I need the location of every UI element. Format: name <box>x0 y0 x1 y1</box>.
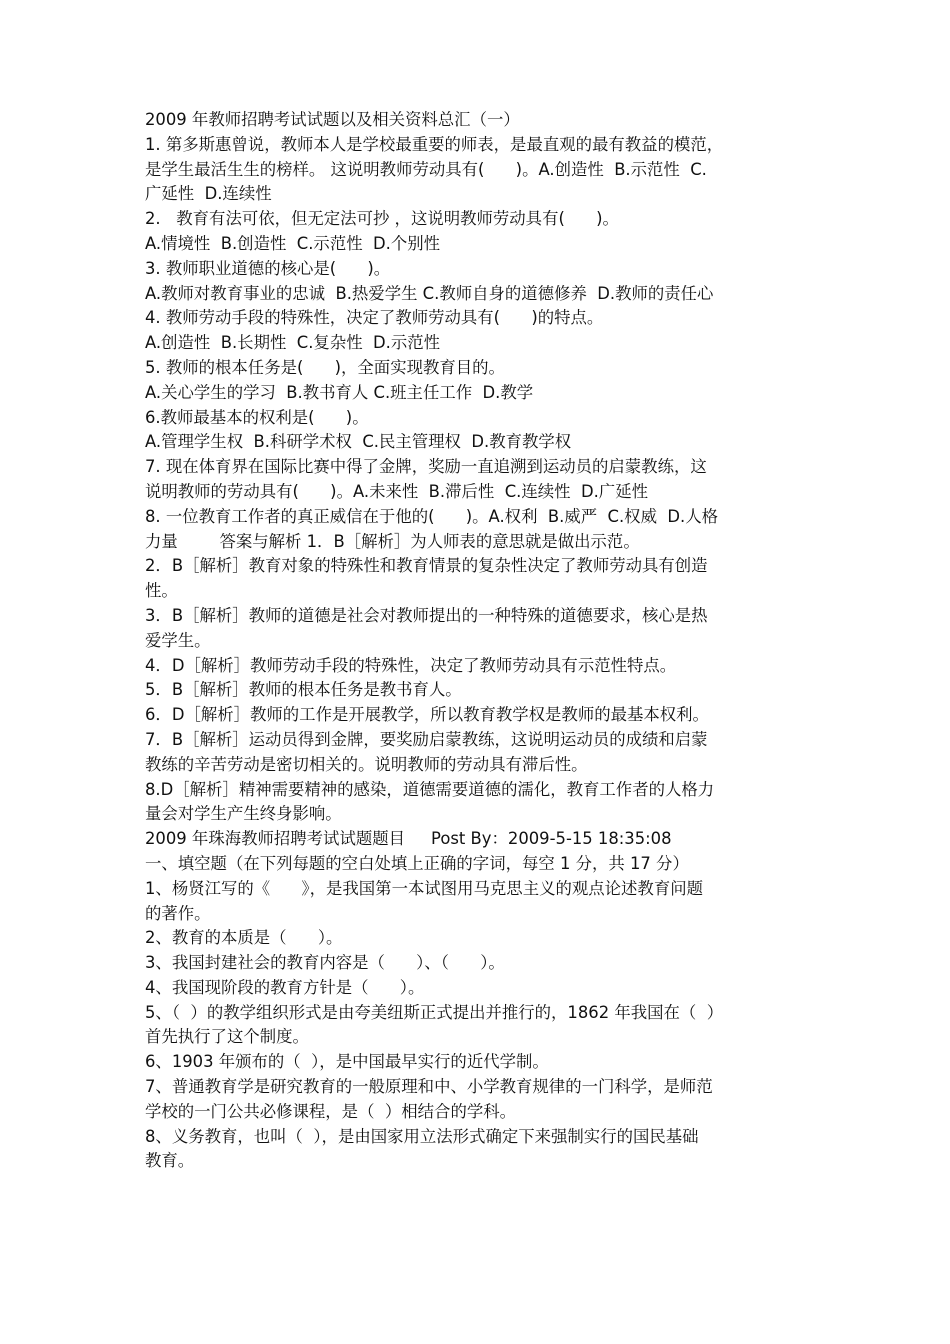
text-line: 1、杨贤江写的《 》，是我国第一本试图用马克思主义的观点论述教育问题 <box>145 878 703 898</box>
text-line: 3. 教师职业道德的核心是( )。 <box>145 258 391 278</box>
text-line: A.管理学生权 B.科研学术权 C.民主管理权 D.教育教学权 <box>145 432 572 452</box>
text-line: 2. 教育有法可依，但无定法可抄 ，这说明教师劳动具有( )。 <box>145 209 619 229</box>
text-line: 8.D［解析］精神需要精神的感染，道德需要道德的濡化，教育工作者的人格力 <box>145 779 715 799</box>
text-line: 8. 一位教育工作者的真正威信在于他的( )。A.权利 B.威严 C.权威 D.人格 <box>145 506 718 526</box>
text-line: 6.教师最基本的权利是( )。 <box>145 407 369 427</box>
text-line: 6．D［解析］教师的工作是开展教学，所以教育教学权是教师的最基本权利。 <box>145 705 709 725</box>
text-line: A.教师对教育事业的忠诚 B.热爱学生 C.教师自身的道德修养 D.教师的责任心 <box>145 283 714 303</box>
text-line: 4、我国现阶段的教育方针是（ ）。 <box>145 977 425 997</box>
document-title: 2009 年教师招聘考试试题以及相关资料总汇（一） <box>145 110 520 129</box>
text-line: 2、教育的本质是（ ）。 <box>145 928 343 948</box>
text-line: 是学生最活生生的榜样。 这说明教师劳动具有( )。A.创造性 B.示范性 C. <box>145 159 707 179</box>
text-line: 量会对学生产生终身影响。 <box>145 804 342 824</box>
text-line: 7. 现在体育界在国际比赛中得了金牌，奖励一直追溯到运动员的启蒙教练，这 <box>145 457 707 477</box>
text-line: 4. 教师劳动手段的特殊性，决定了教师劳动具有( )的特点。 <box>145 308 604 328</box>
text-line: 5．B［解析］教师的根本任务是教书育人。 <box>145 680 462 700</box>
document-body <box>145 108 815 1174</box>
text-line: 4．D［解析］教师劳动手段的特殊性，决定了教师劳动具有示范性特点。 <box>145 655 677 675</box>
text-line: 首先执行了这个制度。 <box>145 1027 309 1047</box>
text-line: 2009 年珠海教师招聘考试试题题目 Post By：2009-5-15 18:35:08 <box>145 829 672 849</box>
text-line: 8、义务教育，也叫（ ），是由国家用立法形式确定下来强制实行的国民基础 <box>145 1126 699 1146</box>
text-line: 6、1903 年颁布的（ ），是中国最早实行的近代学制。 <box>145 1052 549 1072</box>
text-line: 学校的一门公共必修课程，是（ ）相结合的学科。 <box>145 1101 517 1121</box>
text-line: 教练的辛苦劳动是密切相关的。说明教师的劳动具有滞后性。 <box>145 754 588 774</box>
text-line: 3、我国封建社会的教育内容是（ ）、（ ）。 <box>145 953 505 973</box>
text-line: 广延性 D.连续性 <box>145 184 272 204</box>
text-line: 1. 第多斯惠曾说，教师本人是学校最重要的师表，是最直观的最有教益的模范， <box>145 134 724 154</box>
text-line: A.创造性 B.长期性 C.复杂性 D.示范性 <box>145 333 441 353</box>
text-line: A.关心学生的学习 B.教书育人 C.班主任工作 D.教学 <box>145 382 534 402</box>
text-line: 7、普通教育学是研究教育的一般原理和中、小学教育规律的一门科学，是师范 <box>145 1077 713 1097</box>
text-line: 2．B［解析］教育对象的特殊性和教育情景的复杂性决定了教师劳动具有创造 <box>145 556 708 576</box>
text-line: 教育。 <box>145 1151 195 1171</box>
text-line: 性。 <box>145 581 178 601</box>
text-line: 5. 教师的根本任务是( )，全面实现教育目的。 <box>145 357 505 377</box>
text-line: 爱学生。 <box>145 630 211 650</box>
text-line: 的著作。 <box>145 903 211 923</box>
text-line: 3．B［解析］教师的道德是社会对教师提出的一种特殊的道德要求，核心是热 <box>145 605 708 625</box>
text-line: 力量 答案与解析 1．B［解析］为人师表的意思就是做出示范。 <box>145 531 640 551</box>
text-line: 5、（ ）的教学组织形式是由夸美纽斯正式提出并推行的，1862 年我国在（ ） <box>145 1002 724 1022</box>
text-line: 说明教师的劳动具有( )。A.未来性 B.滞后性 C.连续性 D.广延性 <box>145 481 648 501</box>
text-line: A.情境性 B.创造性 C.示范性 D.个别性 <box>145 233 441 253</box>
text-line: 一、填空题（在下列每题的空白处填上正确的字词，每空 1 分，共 17 分） <box>145 853 689 873</box>
text-line: 7．B［解析］运动员得到金牌，要奖励启蒙教练，这说明运动员的成绩和启蒙 <box>145 729 708 749</box>
document-lines <box>145 133 815 1174</box>
